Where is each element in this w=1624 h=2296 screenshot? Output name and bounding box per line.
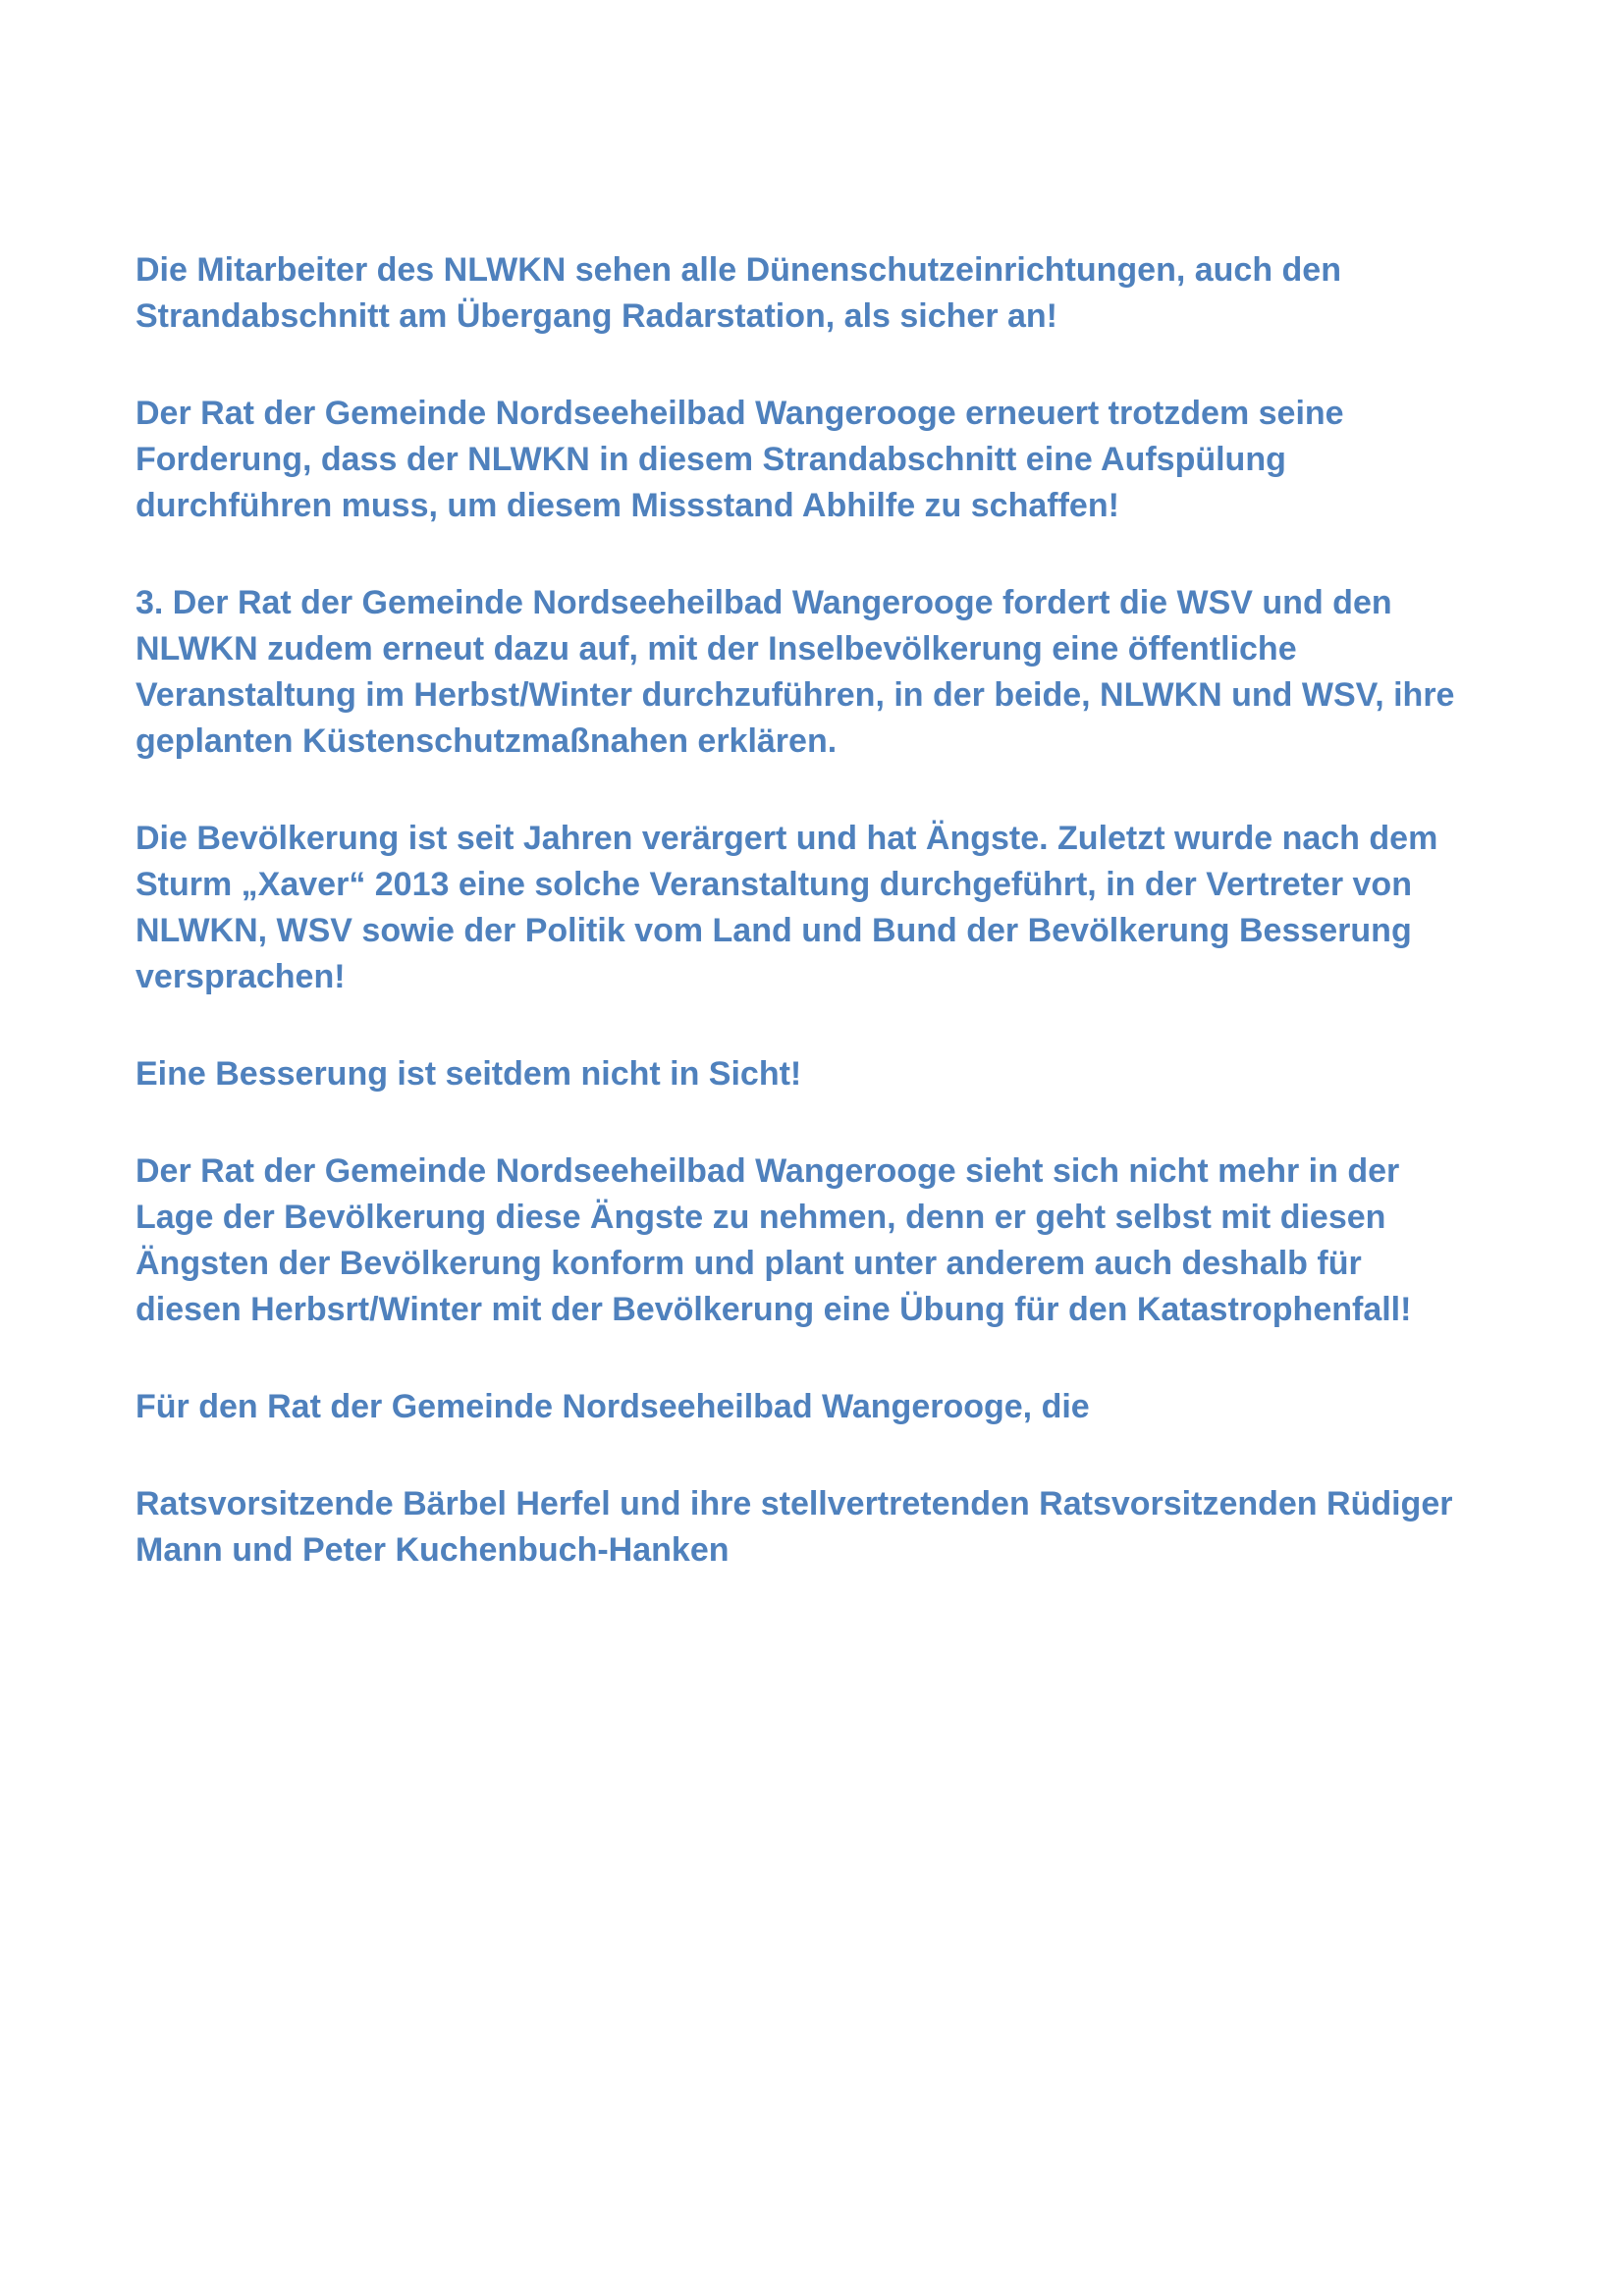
text-line: diesen Herbsrt/Winter mit der Bevölkerung eine Übung für den Katastrophenfall!: [135, 1291, 1412, 1328]
text-line: Die Mitarbeiter des NLWKN sehen alle Dünenschutzeinrichtungen, auch den: [135, 251, 1341, 289]
text-line: Sturm „Xaver“ 2013 eine solche Veranstaltung durchgeführt, in der Vertreter von: [135, 866, 1412, 903]
paragraph-fuer-den-rat: [135, 1384, 1510, 1430]
text-line: Der Rat der Gemeinde Nordseeheilbad Wangerooge sieht sich nicht mehr in der: [135, 1152, 1400, 1190]
text-line: versprachen!: [135, 958, 346, 995]
paragraph-forderung-aufspuelung: [135, 391, 1510, 529]
text-line: 3. Der Rat der Gemeinde Nordseeheilbad Wangerooge fordert die WSV und den: [135, 584, 1392, 621]
text-line: NLWKN zudem erneut dazu auf, mit der Inselbevölkerung eine öffentliche: [135, 630, 1297, 667]
text-line: Strandabschnitt am Übergang Radarstation, als sicher an!: [135, 297, 1058, 335]
text-line: NLWKN, WSV sowie der Politik vom Land und Bund der Bevölkerung Besserung: [135, 912, 1412, 949]
text-line: Lage der Bevölkerung diese Ängste zu nehmen, denn er geht selbst mit diesen: [135, 1199, 1386, 1236]
text-line: Mann und Peter Kuchenbuch-Hanken: [135, 1531, 730, 1569]
text-line: Eine Besserung ist seitdem nicht in Sicht!: [135, 1055, 802, 1093]
paragraph-uebung-katastrophenfall: [135, 1148, 1510, 1333]
paragraph-punkt-3-veranstaltung: [135, 580, 1510, 765]
paragraph-nlwkn-sicher: [135, 247, 1510, 340]
text-line: Veranstaltung im Herbst/Winter durchzuführen, in der beide, NLWKN und WSV, ihre: [135, 676, 1455, 714]
paragraph-keine-besserung: [135, 1051, 1510, 1097]
text-line: durchführen muss, um diesem Missstand Abhilfe zu schaffen!: [135, 487, 1119, 524]
text-line: Der Rat der Gemeinde Nordseeheilbad Wangerooge erneuert trotzdem seine: [135, 395, 1344, 432]
paragraph-unterzeichner: [135, 1481, 1510, 1574]
text-line: Die Bevölkerung ist seit Jahren verärgert und hat Ängste. Zuletzt wurde nach dem: [135, 820, 1438, 857]
text-line: geplanten Küstenschutzmaßnahen erklären.: [135, 722, 838, 760]
text-line: Für den Rat der Gemeinde Nordseeheilbad Wangerooge, die: [135, 1388, 1090, 1425]
text-line: Ratsvorsitzende Bärbel Herfel und ihre stellvertretenden Ratsvorsitzenden Rüdiger: [135, 1485, 1453, 1522]
paragraph-bevoelkerung-veraergert: [135, 816, 1510, 1000]
document-body-text: [135, 247, 1510, 1625]
text-line: Ängsten der Bevölkerung konform und plant unter anderem auch deshalb für: [135, 1245, 1362, 1282]
text-line: Forderung, dass der NLWKN in diesem Strandabschnitt eine Aufspülung: [135, 441, 1286, 478]
